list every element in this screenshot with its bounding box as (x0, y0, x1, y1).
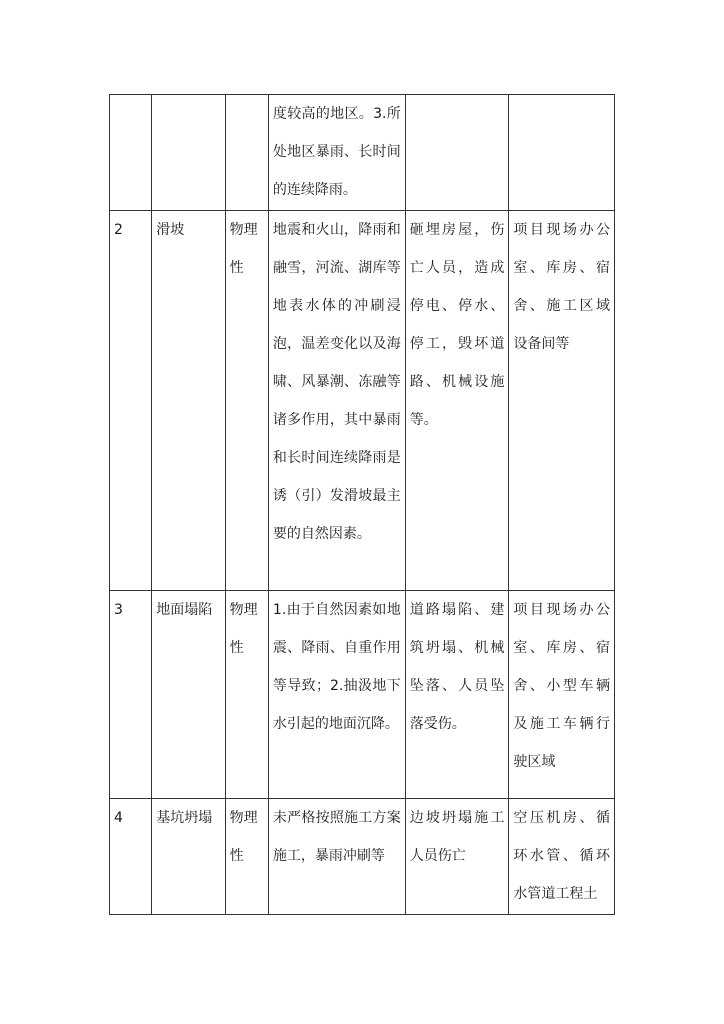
hazard-type-cell (225, 95, 268, 211)
table-row (110, 591, 615, 799)
hazard-cause-cell (268, 95, 405, 211)
row-number-cell: 3 (110, 591, 152, 799)
hazard-cause-text: 1.由于自然因素如地震、降雨、自重作用等导致；2.抽汲地下水引起的地面沉降。 (272, 602, 401, 732)
row-number-cell (110, 95, 152, 211)
hazard-name-cell (152, 95, 225, 211)
hazard-type-cell: 物理性 (225, 211, 268, 591)
hazard-area-text: 项目现场办公室、库房、宿舍、小型车辆及施工车辆行驶区域 (513, 602, 610, 770)
hazard-consequence-text: 边坡坍塌施工人员伤亡 (409, 810, 505, 864)
hazard-area-cell (509, 799, 615, 915)
hazard-area-cell (509, 591, 615, 799)
hazard-name-cell: 基坑坍塌 (152, 799, 225, 915)
hazard-area-text: 空压机房、循环水管、循环水管道工程土 (513, 810, 610, 902)
hazard-type-cell: 物理性 (225, 799, 268, 915)
table-row (110, 799, 615, 915)
hazard-area-text: 项目现场办公室、库房、宿舍、施工区域设备间等 (513, 222, 610, 352)
hazard-cause-text: 未严格按照施工方案施工，暴雨冲刷等 (272, 810, 401, 864)
hazard-table (109, 94, 615, 915)
hazard-consequence-cell (405, 95, 509, 211)
hazard-area-cell (509, 95, 615, 211)
row-number-cell: 4 (110, 799, 152, 915)
hazard-type-cell: 物理性 (225, 591, 268, 799)
table-row (110, 211, 615, 591)
hazard-consequence-text: 砸埋房屋，伤亡人员，造成停电、停水、停工，毁坏道路、机械设施等。 (409, 222, 505, 428)
hazard-consequence-cell (405, 591, 509, 799)
hazard-cause-cell (268, 591, 405, 799)
hazard-cause-cell (268, 799, 405, 915)
hazard-consequence-cell (405, 799, 509, 915)
hazard-cause-text: 地震和火山，降雨和融雪，河流、湖库等地表水体的冲刷浸泡，温差变化以及海啸、风暴潮、冻融等诸多作用，其中暴雨和长时间连续降雨是诱（引）发滑坡最主要的自然因素。 (272, 222, 401, 542)
hazard-cause-cell (268, 211, 405, 591)
hazard-area-cell (509, 211, 615, 591)
hazard-cause-text: 度较高的地区。3.所处地区暴雨、长时间的连续降雨。 (272, 106, 401, 198)
table-row (110, 95, 615, 211)
hazard-consequence-cell (405, 211, 509, 591)
hazard-name-cell: 地面塌陷 (152, 591, 225, 799)
hazard-name-cell: 滑坡 (152, 211, 225, 591)
row-number-cell: 2 (110, 211, 152, 591)
hazard-consequence-text: 道路塌陷、建筑坍塌、机械坠落、人员坠落受伤。 (409, 602, 505, 732)
